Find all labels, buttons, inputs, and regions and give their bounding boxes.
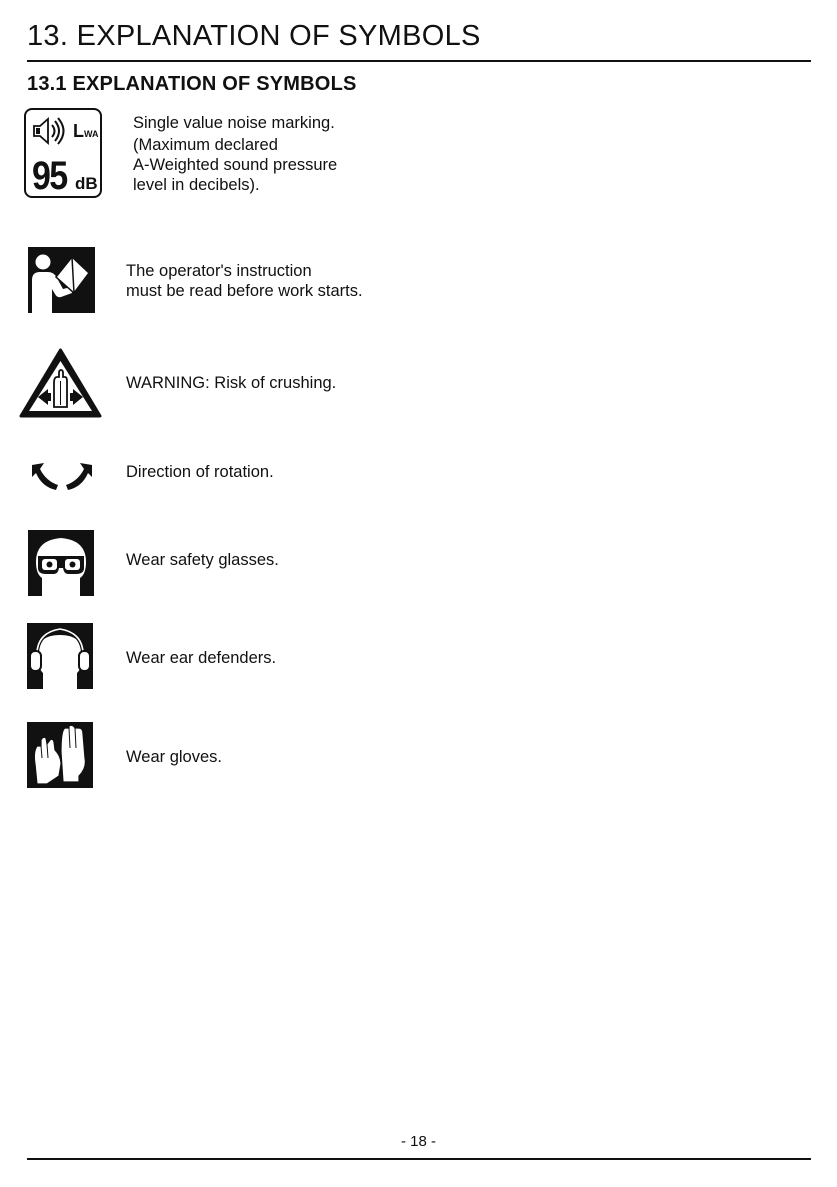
symbol-description: WARNING: Risk of crushing.: [126, 374, 337, 392]
symbol-description: Wear gloves.: [126, 748, 222, 766]
symbol-description: Single value noise marking. (Maximum declared A-Weighted sound pressure level in decibels).: [133, 114, 338, 194]
symbol-description: Wear ear defenders.: [126, 649, 277, 667]
rotation-direction-icon: [30, 461, 94, 491]
section-title: 13.1 EXPLANATION OF SYMBOLS: [27, 73, 357, 95]
symbol-description: Direction of rotation.: [126, 463, 274, 481]
gloves-icon: [27, 722, 93, 788]
symbol-description: The operator's instruction must be read before work starts.: [126, 262, 363, 300]
title-divider: [27, 60, 811, 62]
read-manual-icon: [28, 247, 95, 313]
page-number: - 18 -: [400, 1133, 436, 1150]
noise-level-icon: [24, 108, 102, 198]
safety-glasses-icon: [28, 530, 94, 596]
noise-unit: dB: [75, 174, 98, 193]
speaker-icon: [30, 116, 70, 146]
lwa-label: LWA: [73, 121, 99, 141]
crushing-warning-icon: [18, 347, 103, 419]
page-title: 13. EXPLANATION OF SYMBOLS: [27, 20, 481, 52]
symbol-description: Wear safety glasses.: [126, 551, 279, 569]
footer-divider: [27, 1158, 811, 1160]
ear-defenders-icon: [27, 623, 93, 689]
noise-value: 95: [32, 154, 67, 198]
